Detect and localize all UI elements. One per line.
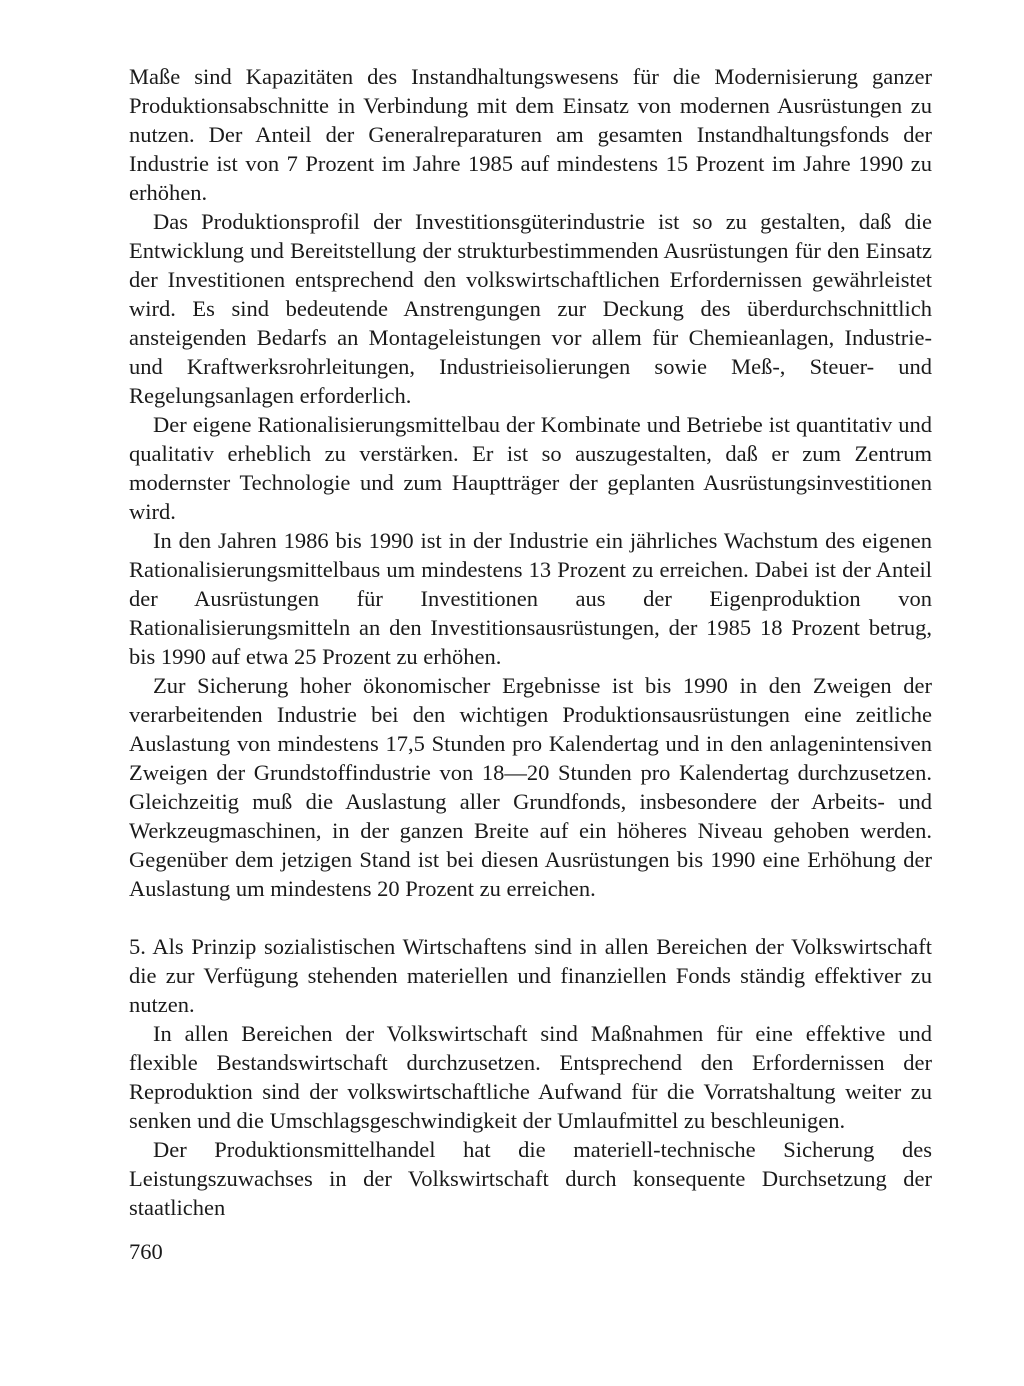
page-number: 760	[129, 1239, 163, 1264]
paragraph-inventory-management: In allen Bereichen der Volkswirtschaft sind Maßnahmen für eine effektive und flexible Bestandswirtschaft durchzusetzen. Entsprechend den Erfordernissen der Reproduktion sind der volkswirtschaftliche Aufwand für die Vorratshaltung weiter zu senken und die Umschlagsgeschwindigkeit der Umlaufmittel zu beschleunigen.	[129, 1021, 932, 1133]
body-text	[129, 62, 932, 1222]
paragraph-growth-targets: In den Jahren 1986 bis 1990 ist in der Industrie ein jährliches Wachstum des eigenen Rationalisierungsmittelbaus um mindestens 13 Prozent zu erreichen. Dabei ist der Anteil der Ausrüstungen für Investitionen aus der Eigenproduktion von Rationalisierungsmitteln an den Investitionsausrüstungen, der 1985 18 Prozent betrug, bis 1990 auf etwa 25 Prozent zu erhöhen.	[129, 528, 932, 669]
paragraph-section-5: 5. Als Prinzip sozialistischen Wirtschaftens sind in allen Bereichen der Volkswirtschaft die zur Verfügung stehenden materiellen und finanziellen Fonds ständig effektiver zu nutzen.	[129, 934, 932, 1017]
paragraph-production-profile: Das Produktionsprofil der Investitionsgüterindustrie ist so zu gestalten, daß die Entwicklung und Bereitstellung der strukturbestimmenden Ausrüstungen für den Einsatz der Investitionen entsprechend den volkswirtschaftlichen Erfordernissen gewährleistet wird. Es sind bedeutende Anstrengungen zur Deckung des überdurchschnittlich ansteigenden Bedarfs an Montageleistungen vor allem für Chemieanlagen, Industrie- und Kraftwerksrohrleitungen, Industrieisolierungen sowie Meß-, Steuer- und Regelungsanlagen erforderlich.	[129, 209, 932, 408]
paragraph-maintenance-capacities: Maße sind Kapazitäten des Instandhaltungswesens für die Modernisierung ganzer Produktionsabschnitte in Verbindung mit dem Einsatz von modernen Ausrüstungen zu nutzen. Der Anteil der Generalreparaturen am gesamten Instandhaltungsfonds der Industrie ist von 7 Prozent im Jahre 1985 auf mindestens 15 Prozent im Jahre 1990 zu erhöhen.	[129, 64, 932, 205]
paragraph-utilization: Zur Sicherung hoher ökonomischer Ergebnisse ist bis 1990 in den Zweigen der verarbeitenden Industrie bei den wichtigen Produktionsausrüstungen eine zeitliche Auslastung von mindestens 17,5 Stunden pro Kalendertag und in den anlagenintensiven Zweigen der Grundstoffindustrie von 18—20 Stunden pro Kalendertag durchzusetzen. Gleichzeitig muß die Auslastung aller Grundfonds, insbesondere der Arbeits- und Werkzeugmaschinen, in der ganzen Breite auf ein höheres Niveau gehoben werden. Gegenüber dem jetzigen Stand ist bei diesen Ausrüstungen bis 1990 eine Erhöhung der Auslastung um mindestens 20 Prozent zu erreichen.	[129, 673, 932, 901]
paragraph-means-of-production-trade: Der Produktionsmittelhandel hat die materiell-technische Sicherung des Leistungszuwachses in der Volkswirtschaft durch konsequente Durchsetzung der staatlichen	[129, 1137, 932, 1220]
paragraph-rationalization-equipment: Der eigene Rationalisierungsmittelbau der Kombinate und Betriebe ist quantitativ und qualitativ erheblich zu verstärken. Er ist so auszugestalten, daß er zum Zentrum modernster Technologie und zum Hauptträger der geplanten Ausrüstungsinvestitionen wird.	[129, 412, 932, 524]
